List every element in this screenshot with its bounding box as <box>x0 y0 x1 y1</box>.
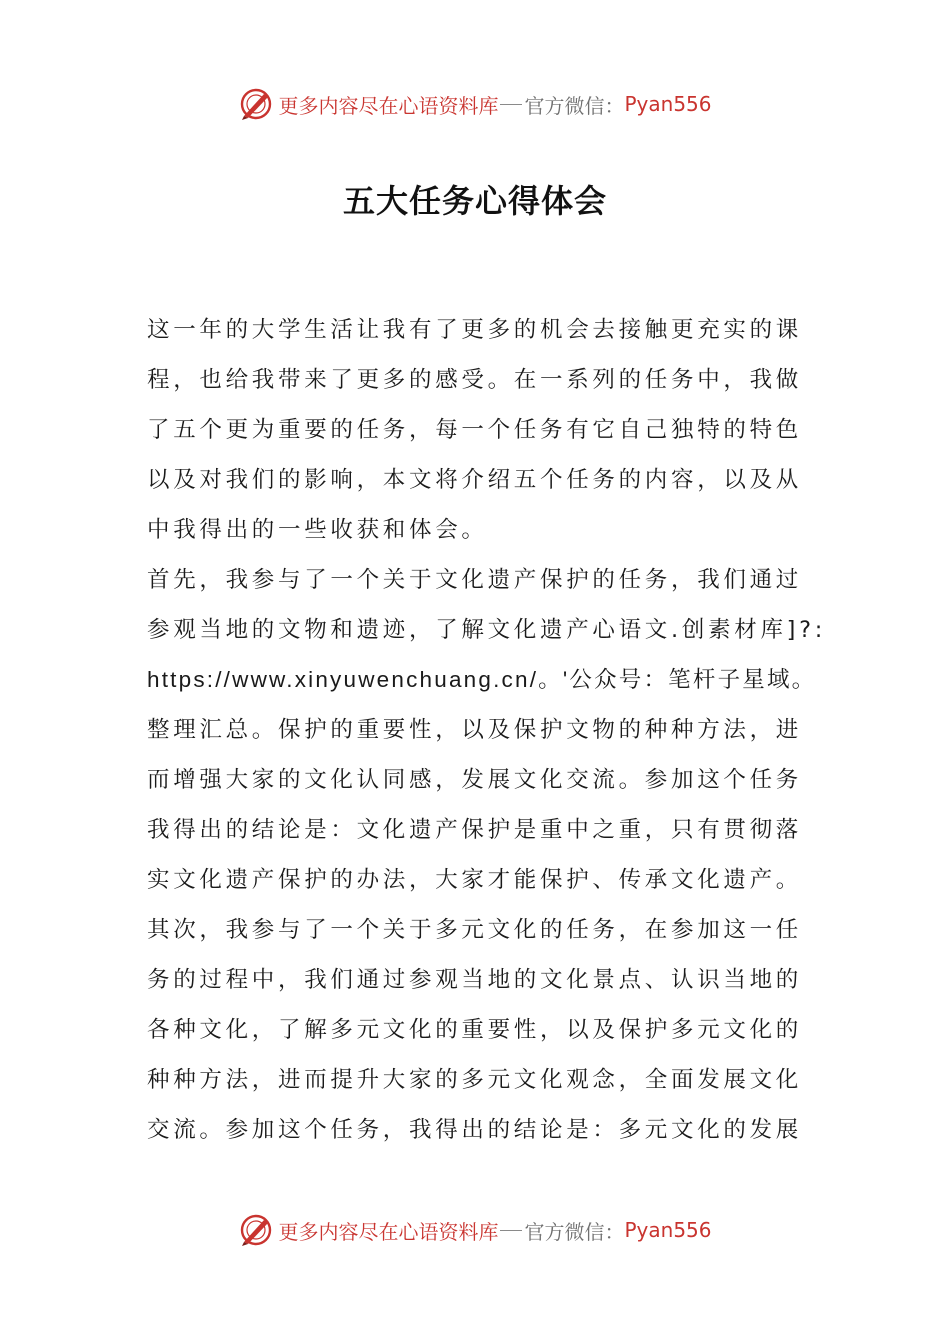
body-line: 程，也给我带来了更多的感受。在一系列的任务中，我做 <box>147 367 803 393</box>
banner-wechat-id: Pyan556 <box>624 1218 712 1242</box>
footer-banner <box>0 1210 950 1250</box>
body-line: 整理汇总。保护的重要性，以及保护文物的种种方法，进 <box>147 717 803 743</box>
body-line: 各种文化，了解多元文化的重要性，以及保护多元文化的 <box>147 1017 803 1043</box>
banner-official-label: 官方微信： <box>524 1219 625 1244</box>
body-line: 其次，我参与了一个关于多元文化的任务，在参加这一任 <box>147 917 803 943</box>
header-banner <box>0 84 950 124</box>
banner-official-label: 官方微信： <box>524 93 625 118</box>
banner-dash <box>500 1230 522 1231</box>
body-line-url: https://www.xinyuwenchuang.cn/。'公众号：笔杆子星域。 <box>147 667 817 692</box>
document-body <box>147 305 827 1155</box>
body-line: 我得出的结论是：文化遗产保护是重中之重，只有贯彻落 <box>147 817 803 843</box>
body-line: 而增强大家的文化认同感，发展文化交流。参加这个任务 <box>147 767 803 793</box>
body-line: 以及对我们的影响，本文将介绍五个任务的内容，以及从 <box>147 467 803 493</box>
banner-wechat-id: Pyan556 <box>624 92 712 116</box>
banner-promo-text: 更多内容尽在心语资料库 <box>278 93 499 118</box>
pen-circle-logo-icon <box>238 86 274 122</box>
body-line: 中我得出的一些收获和体会。 <box>147 517 488 543</box>
body-line: 种种方法，进而提升大家的多元文化观念，全面发展文化 <box>147 1067 803 1093</box>
banner-promo-text: 更多内容尽在心语资料库 <box>278 1219 499 1244</box>
body-line: 实文化遗产保护的办法，大家才能保护、传承文化遗产。 <box>147 867 803 893</box>
body-line: 务的过程中，我们通过参观当地的文化景点、认识当地的 <box>147 967 803 993</box>
body-line: 了五个更为重要的任务，每一个任务有它自己独特的特色 <box>147 417 803 443</box>
banner-dash <box>500 104 522 105</box>
body-line: 交流。参加这个任务，我得出的结论是：多元文化的发展 <box>147 1117 803 1143</box>
document-title: 五大任务心得体会 <box>342 182 607 220</box>
pen-circle-logo-icon <box>238 1212 274 1248</box>
body-line: 参观当地的文物和遗迹，了解文化遗产心语文.创素材库]?: <box>147 617 827 643</box>
body-line: 这一年的大学生活让我有了更多的机会去接触更充实的课 <box>147 317 803 343</box>
body-line: 首先，我参与了一个关于文化遗产保护的任务，我们通过 <box>147 567 803 593</box>
